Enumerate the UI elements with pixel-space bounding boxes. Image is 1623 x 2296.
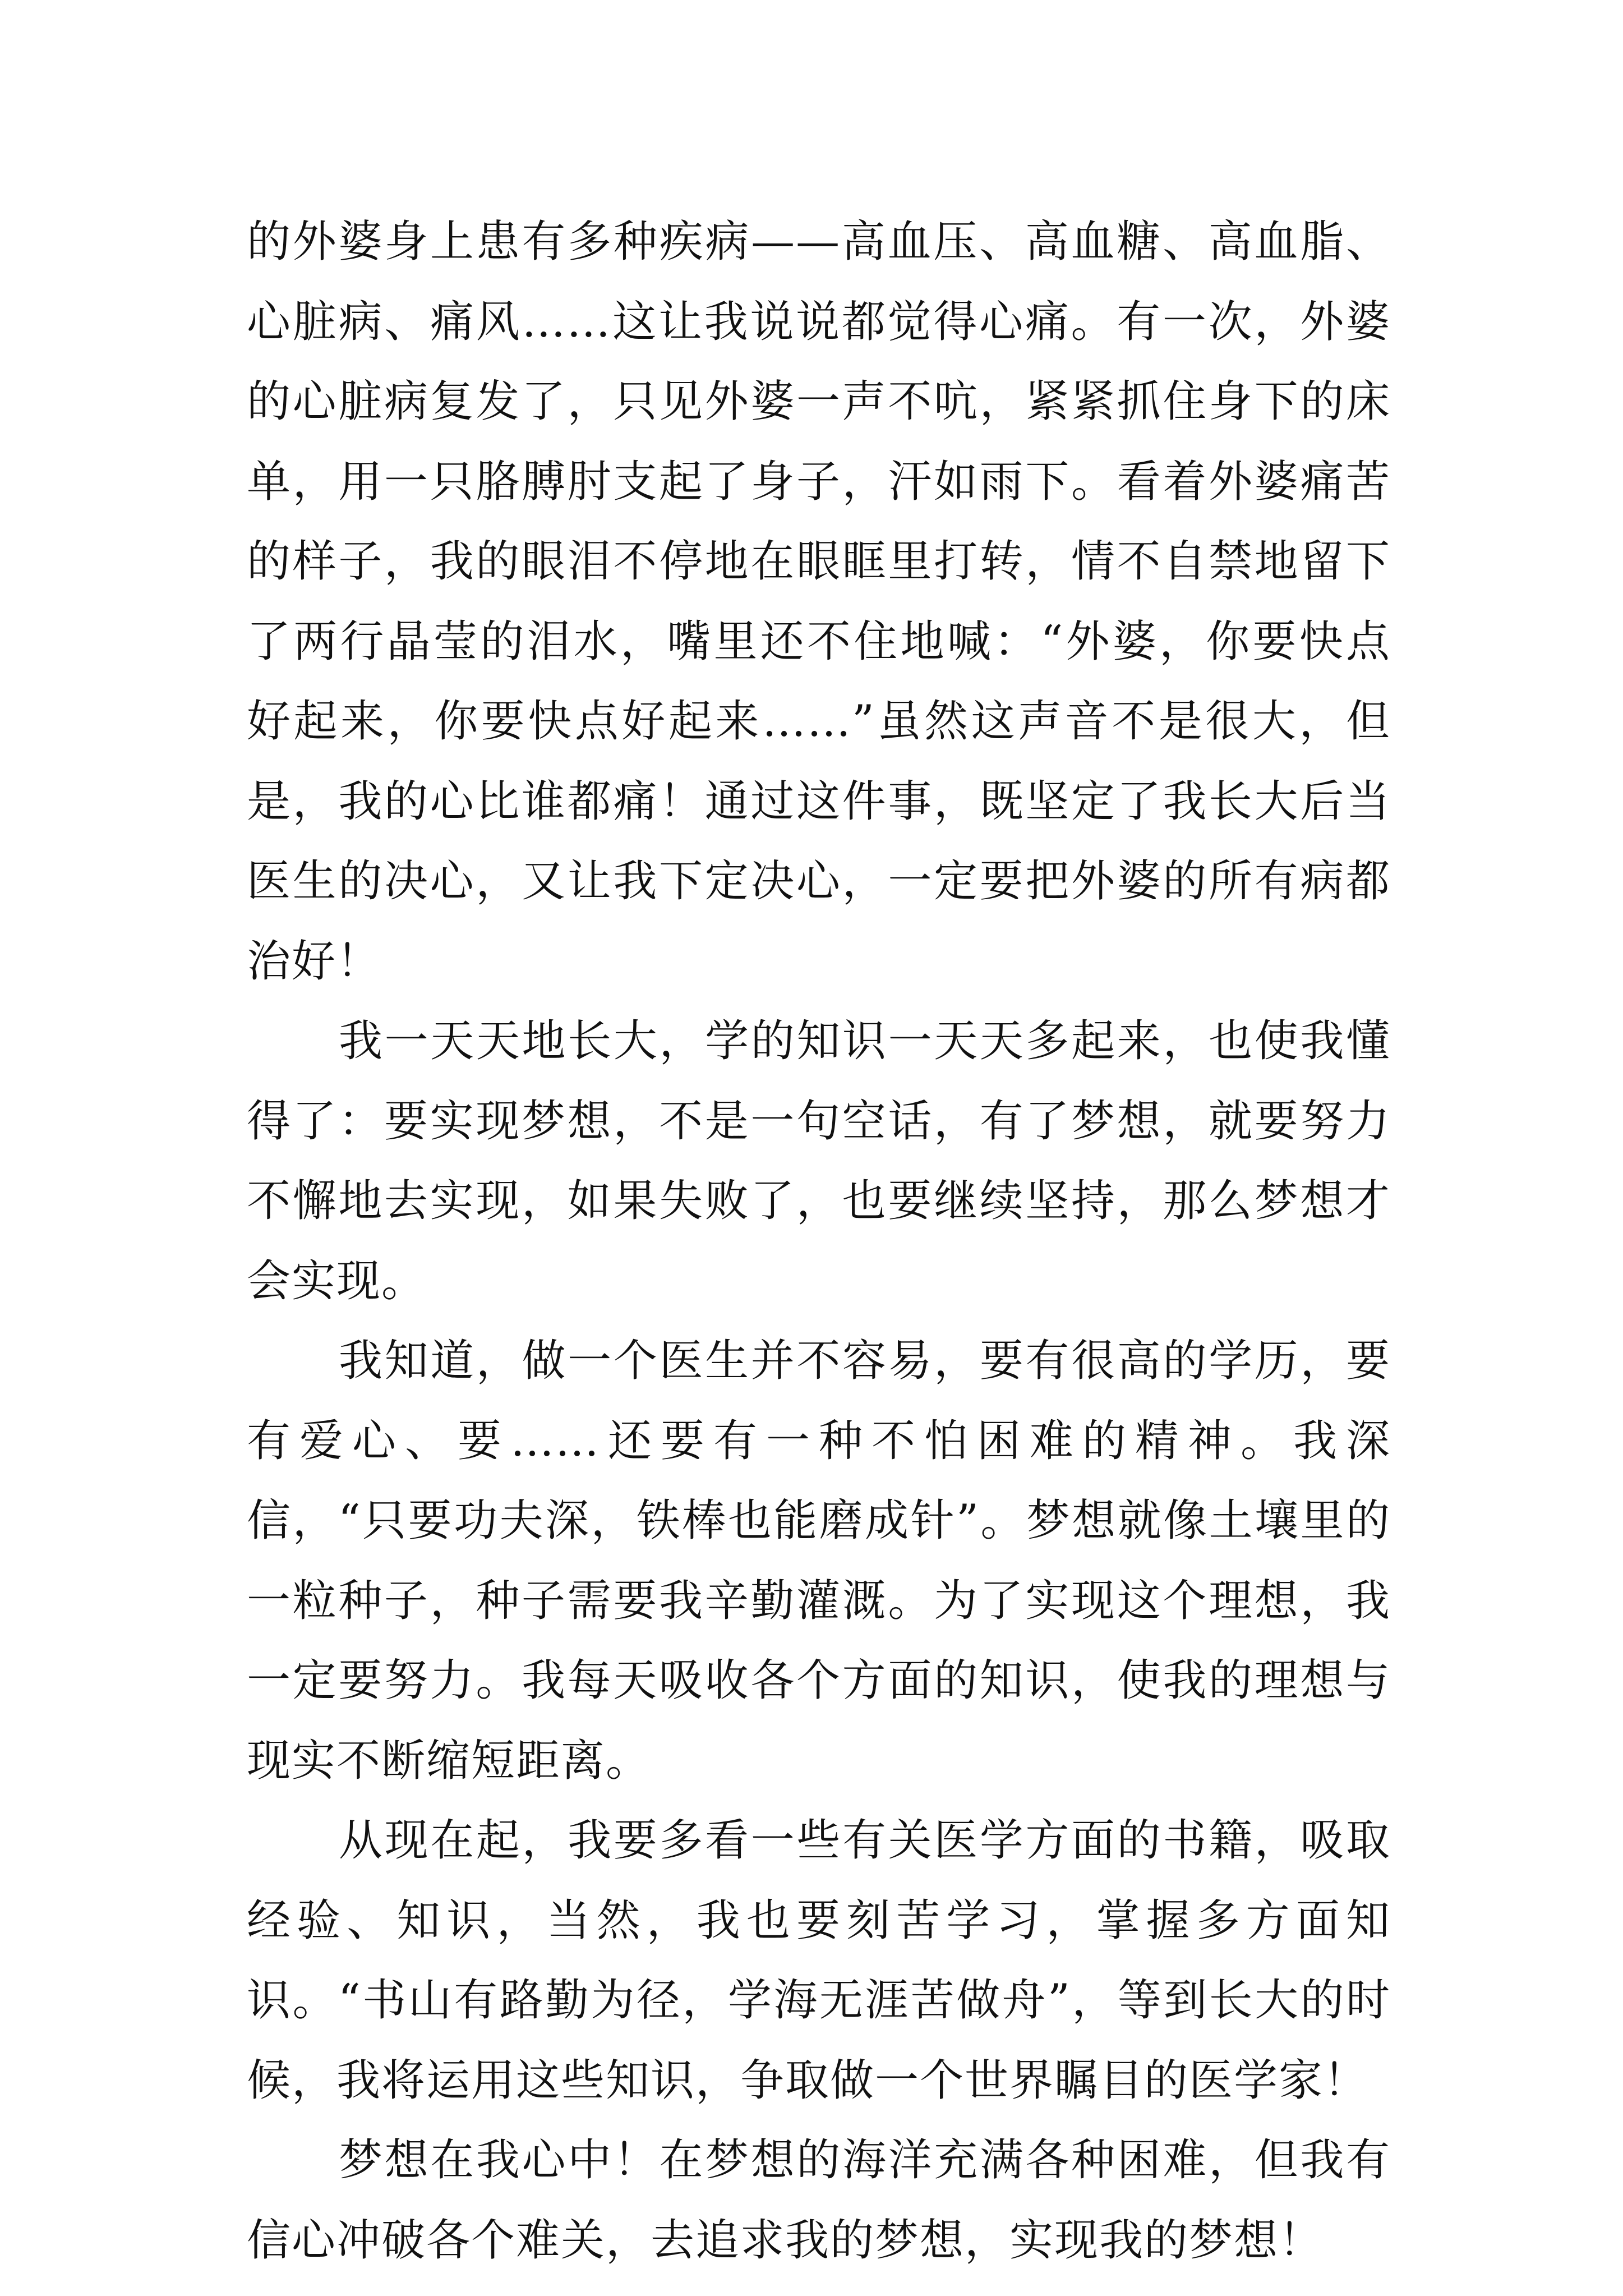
- document-body: [247, 202, 1391, 2280]
- paragraph: 梦想在我心中！在梦想的海洋充满各种困难，但我有信心冲破各个难关，去追求我的梦想，实现我的梦想！: [247, 2135, 1391, 2266]
- paragraph: 从现在起，我要多看一些有关医学方面的书籍，吸取经验、知识，当然，我也要刻苦学习，掌握多方面知识。“书山有路勤为径，学海无涯苦做舟”，等到长大的时候，我将运用这些知识，争取做一个世界瞩目的医学家！: [247, 1815, 1391, 2106]
- paragraph-continued: 的外婆身上患有多种疾病——高血压、高血糖、高血脂、心脏病、痛风……这让我说说都觉得心痛。有一次，外婆的心脏病复发了，只见外婆一声不吭，紧紧抓住身下的床单，用一只胳膊肘支起了身子，汗如雨下。看着外婆痛苦的样子，我的眼泪不停地在眼眶里打转，情不自禁地留下了两行晶莹的泪水，嘴里还不住地喊：“外婆，你要快点好起来，你要快点好起来……”虽然这声音不是很大，但是，我的心比谁都痛！通过这件事，既坚定了我长大后当医生的决心，又让我下定决心，一定要把外婆的所有病都治好！: [247, 217, 1391, 987]
- paragraph: 我一天天地长大，学的知识一天天多起来，也使我懂得了：要实现梦想，不是一句空话，有了梦想，就要努力不懈地去实现，如果失败了，也要继续坚持，那么梦想才会实现。: [247, 1016, 1391, 1306]
- paragraph: 我知道，做一个医生并不容易，要有很高的学历，要有爱心、要……还要有一种不怕困难的精神。我深信，“只要功夫深，铁棒也能磨成针”。梦想就像土壤里的一粒种子，种子需要我辛勤灌溉。为了实现这个理想，我一定要努力。我每天吸收各个方面的知识，使我的理想与现实不断缩短距离。: [247, 1336, 1391, 1786]
